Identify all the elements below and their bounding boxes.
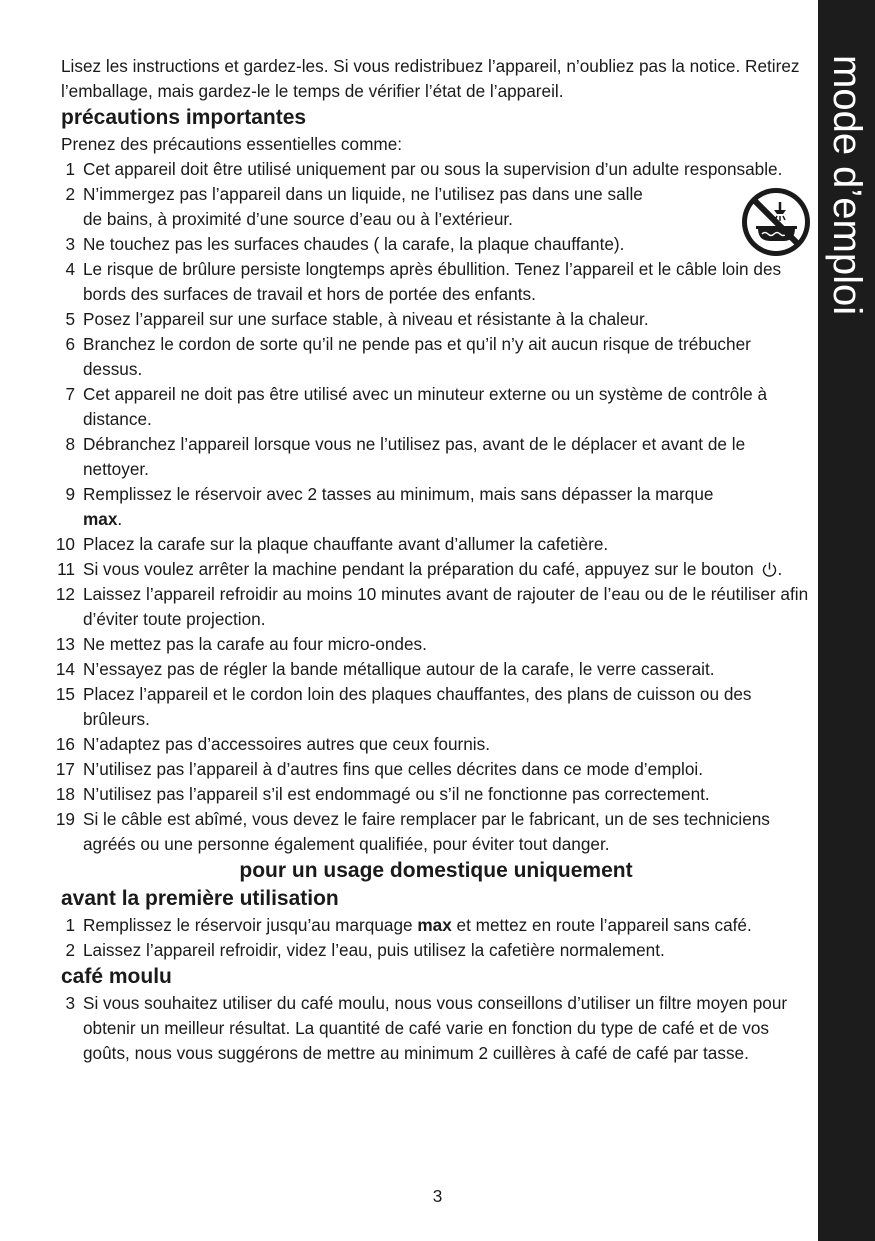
page-number: 3 bbox=[432, 1186, 443, 1206]
item-number: 12 bbox=[55, 584, 75, 604]
list-item bbox=[55, 582, 811, 632]
list-item bbox=[55, 807, 811, 857]
list-item bbox=[55, 632, 811, 657]
list-item bbox=[61, 232, 811, 257]
item-text: Remplissez le réservoir avec 2 tasses au minimum, mais sans dépasser la marque bbox=[83, 484, 714, 504]
item-text: Si le câble est abîmé, vous devez le faire remplacer par le fabricant, un de ses techniciens agréés ou une personne également qualifiée, pour éviter tout danger. bbox=[83, 809, 770, 854]
list-item bbox=[55, 657, 811, 682]
item-text: Placez la carafe sur la plaque chauffante avant d’allumer la cafetière. bbox=[83, 534, 609, 554]
list-item bbox=[61, 307, 811, 332]
list-item bbox=[55, 682, 811, 732]
first-use-heading: avant la première utilisation bbox=[61, 887, 339, 910]
item-text-end: . bbox=[777, 559, 783, 579]
list-item bbox=[61, 382, 811, 432]
item-number: 19 bbox=[55, 809, 75, 829]
item-number: 1 bbox=[65, 915, 75, 935]
item-text: N’utilisez pas l’appareil s’il est endommagé ou s’il ne fonctionne pas correctement. bbox=[83, 784, 710, 804]
list-item bbox=[61, 938, 811, 963]
item-number: 6 bbox=[65, 334, 75, 354]
item-number: 3 bbox=[65, 234, 75, 254]
list-item bbox=[61, 432, 811, 482]
domestic-use-notice: pour un usage domestique uniquement bbox=[239, 859, 633, 882]
list-item bbox=[61, 991, 811, 1066]
item-number: 3 bbox=[65, 993, 75, 1013]
power-icon bbox=[761, 561, 778, 578]
precautions-list bbox=[55, 157, 811, 857]
item-number: 15 bbox=[55, 684, 75, 704]
list-item bbox=[61, 257, 811, 307]
list-item bbox=[61, 157, 811, 182]
list-item bbox=[61, 332, 811, 382]
list-item bbox=[55, 732, 811, 757]
item-number: 18 bbox=[55, 784, 75, 804]
item-text: N’adaptez pas d’accessoires autres que ceux fournis. bbox=[83, 734, 490, 754]
item-text: Posez l’appareil sur une surface stable, à niveau et résistante à la chaleur. bbox=[83, 309, 649, 329]
list-item bbox=[55, 757, 811, 782]
item-number: 4 bbox=[65, 259, 75, 279]
item-number: 2 bbox=[65, 940, 75, 960]
item-number: 14 bbox=[55, 659, 75, 679]
item-number: 7 bbox=[65, 384, 75, 404]
ground-coffee-list bbox=[61, 991, 811, 1066]
item-text: Si vous souhaitez utiliser du café moulu, nous vous conseillons d’utiliser un filtre moyen pour obtenir un meilleur résultat. La quantité de café varie en fonction du type de café et de vos goûts, nous vous suggérons de mettre au minimum 2 cuillères à café de café par tasse. bbox=[83, 993, 788, 1063]
item-text: Placez l’appareil et le cordon loin des plaques chauffantes, des plans de cuisson ou des brûleurs. bbox=[83, 684, 752, 729]
item-text: Ne mettez pas la carafe au four micro-ondes. bbox=[83, 634, 427, 654]
item-text: N’immergez pas l’appareil dans un liquide, ne l’utilisez pas dans une salle bbox=[83, 184, 643, 204]
item-number: 1 bbox=[65, 159, 75, 179]
content bbox=[55, 54, 811, 1066]
item-text-end: et mettez en route l’appareil sans café. bbox=[456, 915, 752, 935]
first-use-list bbox=[61, 913, 811, 963]
item-text: N’essayez pas de régler la bande métallique autour de la carafe, le verre casserait. bbox=[83, 659, 715, 679]
item-number: 16 bbox=[55, 734, 75, 754]
side-tab-label: mode d’emploi bbox=[825, 55, 869, 316]
max-marker: max bbox=[417, 915, 452, 935]
item-text: N’utilisez pas l’appareil à d’autres fins que celles décrites dans ce mode d’emploi. bbox=[83, 759, 704, 779]
max-marker: max bbox=[83, 509, 118, 529]
item-number: 13 bbox=[55, 634, 75, 654]
ground-coffee-heading: café moulu bbox=[61, 965, 172, 988]
item-text: Remplissez le réservoir jusqu’au marquage bbox=[83, 915, 413, 935]
item-text: Si vous voulez arrêter la machine pendant la préparation du café, appuyez sur le bouton bbox=[83, 559, 754, 579]
item-text: Laissez l’appareil refroidir au moins 10 minutes avant de rajouter de l’eau ou de le réutiliser afin d’éviter toute projection. bbox=[83, 584, 809, 629]
item-text: Cet appareil doit être utilisé uniquement par ou sous la supervision d’un adulte responsable. bbox=[83, 159, 783, 179]
item-number: 17 bbox=[55, 759, 75, 779]
item-number: 5 bbox=[65, 309, 75, 329]
item-text: Ne touchez pas les surfaces chaudes ( la carafe, la plaque chauffante). bbox=[83, 234, 625, 254]
item-text-end: . bbox=[117, 509, 123, 529]
item-text: Laissez l’appareil refroidir, videz l’eau, puis utilisez la cafetière normalement. bbox=[83, 940, 665, 960]
item-text: Branchez le cordon de sorte qu’il ne pende pas et qu’il n’y ait aucun risque de trébucher dessus. bbox=[83, 334, 751, 379]
item-text: Le risque de brûlure persiste longtemps après ébullition. Tenez l’appareil et le câble loin des bords des surfaces de travail et hors de portée des enfants. bbox=[83, 259, 782, 304]
precautions-lead: Prenez des précautions essentielles comme: bbox=[61, 134, 403, 154]
item-text: Débranchez l’appareil lorsque vous ne l’utilisez pas, avant de le déplacer et avant de le nettoyer. bbox=[83, 434, 746, 479]
precautions-heading: précautions importantes bbox=[61, 106, 307, 129]
item-number: 11 bbox=[57, 559, 75, 579]
item-number: 2 bbox=[65, 184, 75, 204]
item-text: de bains, à proximité d’une source d’eau ou à l’extérieur. bbox=[83, 209, 513, 229]
list-item bbox=[55, 532, 811, 557]
list-item bbox=[61, 913, 811, 938]
item-number: 10 bbox=[55, 534, 75, 554]
list-item bbox=[57, 557, 811, 582]
list-item bbox=[61, 182, 811, 232]
list-item bbox=[61, 482, 811, 532]
item-number: 9 bbox=[65, 484, 75, 504]
list-item bbox=[55, 782, 811, 807]
item-text: Cet appareil ne doit pas être utilisé avec un minuteur externe ou un système de contrôle à distance. bbox=[83, 384, 768, 429]
item-number: 8 bbox=[65, 434, 75, 454]
intro-paragraph: Lisez les instructions et gardez-les. Si vous redistribuez l’appareil, n’oubliez pas la notice. Retirez l’emballage, mais gardez-le le temps de vérifier l’état de l’appareil. bbox=[61, 56, 800, 101]
